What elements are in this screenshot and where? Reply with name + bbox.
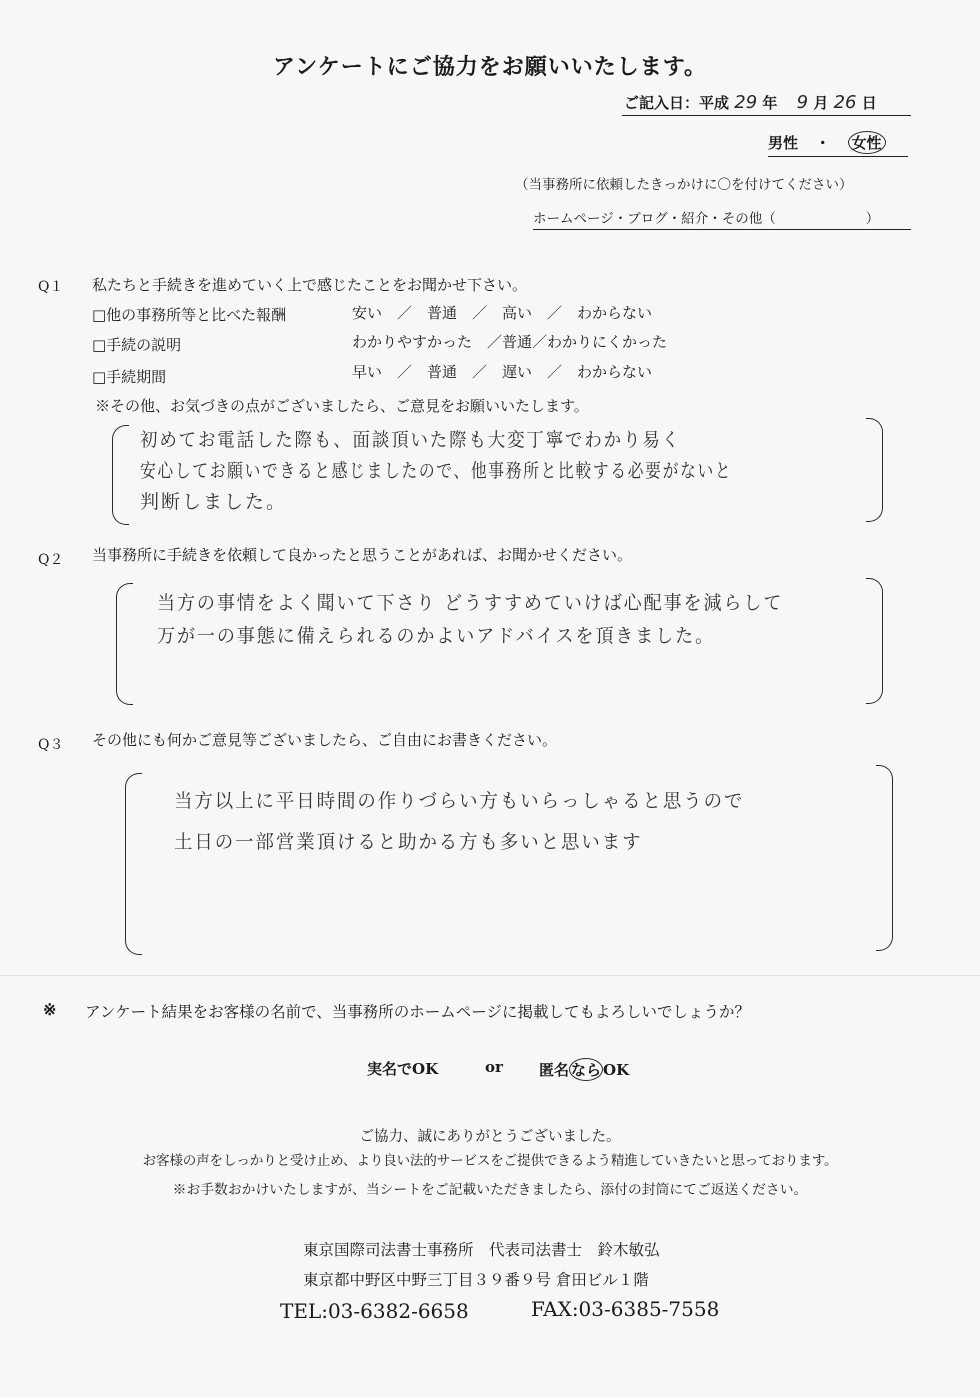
closing-thanks: ご協力、誠にありがとうございました。: [359, 1129, 621, 1145]
publish-anon-circled: なら: [569, 1058, 603, 1081]
q1-options-explanation[interactable]: わかりやすかった ／普通／わかりにくかった: [352, 333, 668, 351]
entry-date-day[interactable]: 26: [833, 92, 857, 113]
trigger-referral-option[interactable]: 紹介: [681, 211, 709, 227]
publish-question: アンケート結果をお客様の名前で、当事務所のホームページに掲載してもよろしいでしょうか？: [85, 1003, 750, 1021]
gender-selector: [768, 131, 908, 157]
q1-options-period[interactable]: 早い ／ 普通 ／ 遅い ／ わからない: [352, 363, 653, 381]
entry-date-month[interactable]: 9: [796, 92, 809, 113]
gender-female-option[interactable]: 女性: [848, 131, 886, 154]
q2-answer-line-2[interactable]: 万が一の事態に備えられるのかよいアドバイスを頂きました。: [157, 625, 716, 647]
office-tel: TEL:03-6382-6658: [280, 1299, 469, 1323]
closing-return-note: ※お手数おかけいたしますが、当シートをご記載いただきましたら、添付の封筒にてご返送ください。: [172, 1182, 808, 1198]
entry-date-year[interactable]: 29: [734, 92, 758, 113]
q1-answer-line-2[interactable]: 安心してお願いできると感じましたので、他事務所と比較する必要がないと: [140, 460, 733, 482]
publish-real-name-option[interactable]: 実名でOK: [367, 1060, 439, 1078]
office-fax: FAX:03-6385-7558: [531, 1297, 720, 1321]
q2-answer-bracket-left: [116, 583, 133, 705]
trigger-other-close: ）: [865, 211, 880, 227]
publish-mark: ※: [43, 1000, 57, 1019]
q2-question: 当事務所に手続きを依頼して良かったと思うことがあれば、お聞かせください。: [92, 546, 633, 564]
closing-message: お客様の声をしっかりと受け止め、より良い法的サービスをご提供できるよう精進していきたいと思っております。: [142, 1153, 838, 1169]
trigger-options: [533, 207, 911, 230]
q3-label: Q３: [38, 737, 64, 753]
q1-answer-bracket-right: [866, 418, 883, 522]
q3-answer-bracket-right: [876, 765, 893, 951]
entry-date-year-unit: 年: [762, 94, 778, 112]
q1-options-fee[interactable]: 安い ／ 普通 ／ 高い ／ わからない: [352, 304, 653, 322]
trigger-blog-option[interactable]: ブログ: [627, 211, 668, 227]
trigger-sep: ・: [667, 211, 682, 227]
publish-anon-suffix: OK: [603, 1061, 630, 1079]
q3-answer-line-2[interactable]: 土日の一部営業頂けると助かる方も多いと思います: [174, 831, 643, 853]
q3-answer-line-1[interactable]: 当方以上に平日時間の作りづらい方もいらっしゃると思うので: [174, 790, 745, 812]
q1-question: 私たちと手続きを進めていく上で感じたことをお聞かせ下さい。: [92, 276, 528, 294]
page-title: アンケートにご協力をお願いいたします。: [273, 54, 707, 80]
trigger-note: （当事務所に依頼したきっかけに〇を付けてください）: [515, 177, 853, 193]
q3-answer-bracket-left: [125, 773, 142, 955]
q1-item-fee[interactable]: □他の事務所等と比べた報酬: [92, 306, 287, 324]
entry-date-label: ご記入日：平成: [624, 94, 730, 112]
q1-item-period[interactable]: □手続期間: [92, 368, 167, 386]
q2-answer-bracket-right: [866, 578, 883, 704]
publish-anon-prefix: 匿名: [539, 1061, 570, 1079]
trigger-home-page-option[interactable]: ホームページ: [533, 211, 614, 227]
q1-answer-line-3[interactable]: 判断しました。: [140, 491, 288, 513]
gender-separator: ・: [815, 134, 831, 152]
q1-answer-line-1[interactable]: 初めてお電話した際も、面談頂いた際も大変丁寧でわかり易く: [140, 429, 681, 451]
q1-label: Q１: [38, 279, 64, 295]
paper-fold-line: [0, 975, 980, 976]
office-name: 東京国際司法書士事務所 代表司法書士 鈴木敏弘: [303, 1241, 660, 1259]
publish-anonymous-option[interactable]: [539, 1058, 629, 1081]
trigger-sep: ・: [613, 211, 628, 227]
q3-question: その他にも何かご意見等ございましたら、ご自由にお書きください。: [92, 731, 558, 749]
office-address: 東京都中野区中野三丁目３９番９号 倉田ビル１階: [303, 1271, 649, 1289]
entry-date-day-unit: 日: [861, 94, 877, 112]
entry-date-month-unit: 月: [813, 94, 829, 112]
q2-label: Q２: [38, 552, 64, 568]
trigger-sep: ・: [708, 211, 722, 227]
gender-male-option[interactable]: 男性: [768, 134, 799, 152]
entry-date-line: [622, 92, 911, 116]
q1-item-explanation[interactable]: □手続の説明: [92, 336, 182, 354]
q1-answer-bracket-left: [112, 425, 129, 525]
trigger-other-option[interactable]: その他（: [721, 211, 776, 227]
publish-or: or: [485, 1058, 503, 1076]
q2-answer-line-1[interactable]: 当方の事情をよく聞いて下さり どうすすめていけば心配事を減らして: [157, 592, 784, 614]
q1-remark-prompt: ※その他、お気づきの点がございましたら、ご意見をお願いいたします。: [95, 397, 589, 415]
